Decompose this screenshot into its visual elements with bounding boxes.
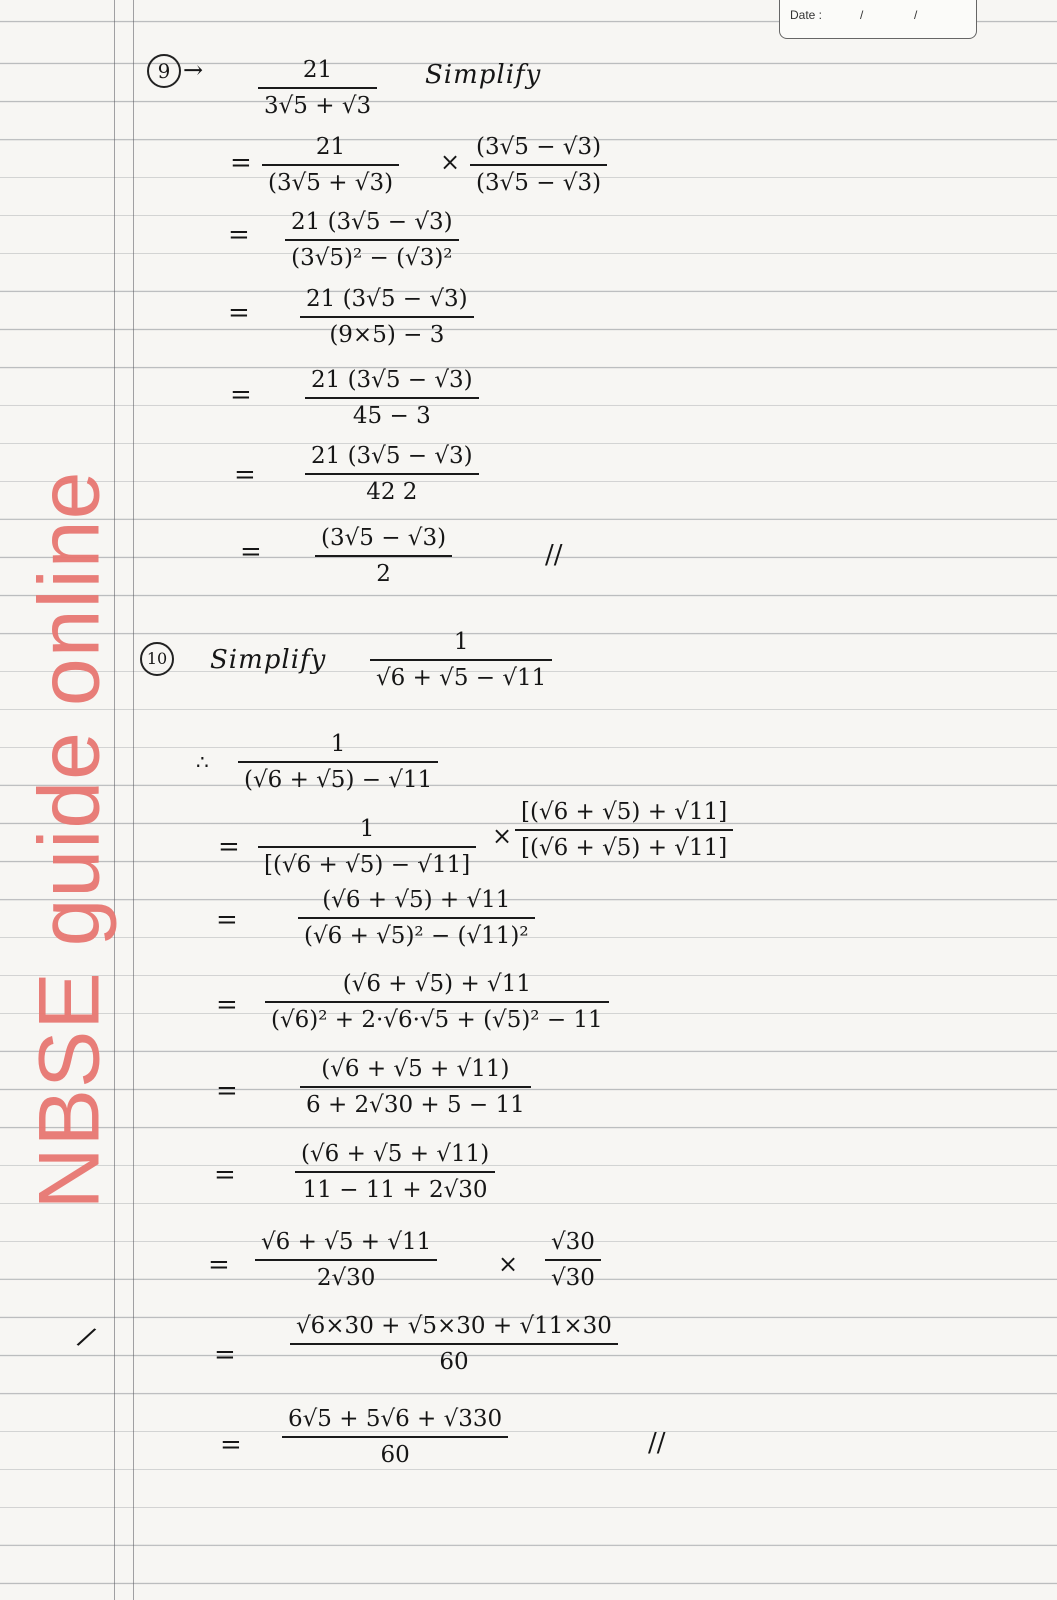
fraction-numerator: 21 (3√5 − √3)	[311, 367, 473, 393]
fraction-numerator: [(√6 + √5) + √11]	[521, 799, 728, 825]
date-separator-2: /	[914, 8, 918, 22]
step-fraction	[295, 1140, 495, 1204]
fraction-numerator: 21 (3√5 − √3)	[291, 209, 453, 235]
fraction-bar	[315, 555, 452, 557]
step-fraction	[290, 1312, 618, 1376]
fraction-numerator: √6 + √5 + √11	[261, 1229, 432, 1255]
fraction-numerator: 21 (3√5 − √3)	[311, 443, 473, 469]
fraction-bar	[545, 1259, 601, 1261]
equals-sign: =	[216, 905, 238, 935]
fraction-denominator: (3√5 + √3)	[268, 170, 394, 196]
equals-sign: =	[208, 1250, 230, 1280]
final-answer-fraction	[282, 1405, 508, 1469]
fraction-numerator: √6×30 + √5×30 + √11×30	[296, 1313, 612, 1339]
fraction-numerator: (√6 + √5) + √11	[342, 971, 531, 997]
equals-sign: =	[216, 1076, 238, 1106]
fraction-bar	[258, 846, 476, 848]
fraction-bar	[370, 659, 552, 661]
end-mark: //	[545, 540, 563, 570]
step-fraction	[298, 886, 535, 950]
fraction-denominator: 60	[439, 1349, 469, 1375]
fraction-denominator: (√6 + √5)² − (√11)²	[304, 923, 529, 949]
end-mark: //	[648, 1428, 666, 1458]
fraction-numerator: √30	[551, 1229, 595, 1255]
fraction-numerator: 21 (3√5 − √3)	[306, 286, 468, 312]
fraction-numerator: (3√5 − √3)	[321, 525, 447, 551]
fraction-numerator: 21	[302, 57, 333, 83]
fraction-denominator: 3√5 + √3	[264, 93, 372, 119]
final-answer-fraction	[315, 524, 452, 588]
fraction-denominator: (3√5)² − (√3)²	[291, 245, 453, 271]
fraction-numerator: 6√5 + 5√6 + √330	[288, 1406, 503, 1432]
fraction-bar	[285, 239, 459, 241]
fraction-denominator: 11 − 11 + 2√30	[302, 1177, 488, 1203]
fraction-denominator: 45 − 3	[352, 403, 431, 429]
fraction-bar	[282, 1436, 508, 1438]
fraction-numerator: 21	[315, 134, 346, 160]
date-separator-1: /	[860, 8, 864, 22]
fraction-bar	[265, 1001, 609, 1003]
fraction-denominator: 42 2	[366, 479, 418, 505]
therefore-sign: ∴	[196, 750, 209, 774]
fraction-numerator: 1	[330, 731, 346, 757]
equals-sign: =	[230, 380, 252, 410]
step-fraction	[300, 285, 474, 349]
check-mark: /	[74, 1319, 100, 1354]
fraction-bar	[290, 1343, 618, 1345]
fraction-denominator: 6 + 2√30 + 5 − 11	[306, 1092, 525, 1118]
fraction-denominator: 60	[380, 1442, 410, 1468]
fraction-numerator: 1	[359, 816, 375, 842]
equals-sign: =	[220, 1430, 242, 1460]
fraction-denominator: √6 + √5 − √11	[376, 665, 547, 691]
fraction-numerator: (3√5 − √3)	[476, 134, 602, 160]
date-box	[779, 0, 977, 39]
step-fraction	[305, 442, 479, 506]
fraction-denominator: 2√30	[316, 1265, 376, 1291]
fraction-bar	[255, 1259, 437, 1261]
fraction-bar	[258, 87, 377, 89]
fraction-bar	[470, 164, 607, 166]
fraction-denominator: [(√6 + √5) − √11]	[264, 852, 471, 878]
problem-9-instruction: Simplify	[425, 60, 542, 90]
step-fraction	[285, 208, 459, 272]
fraction-denominator: √30	[551, 1265, 595, 1291]
problem-9-question	[258, 56, 377, 120]
fraction-denominator: (3√5 − √3)	[476, 170, 602, 196]
fraction-denominator: (√6)² + 2·√6·√5 + (√5)² − 11	[271, 1007, 603, 1033]
step-fraction	[255, 1228, 437, 1292]
problem-10-number: 10	[140, 642, 174, 676]
fraction-numerator: 1	[453, 629, 469, 655]
step-fraction	[300, 1055, 531, 1119]
fraction-bar	[305, 473, 479, 475]
problem-9-arrow: →	[183, 56, 204, 84]
step-fraction	[265, 970, 609, 1034]
equals-sign: =	[216, 990, 238, 1020]
equals-sign: =	[228, 220, 250, 250]
step-fraction	[262, 133, 399, 197]
equals-sign: =	[240, 537, 262, 567]
step-fraction	[305, 366, 479, 430]
rationalizing-factor	[470, 133, 607, 197]
fraction-numerator: (√6 + √5) + √11	[322, 887, 511, 913]
fraction-denominator: (9×5) − 3	[329, 322, 445, 348]
left-margin-line-2	[133, 0, 134, 1600]
fraction-bar	[298, 917, 535, 919]
fraction-bar	[515, 829, 733, 831]
fraction-bar	[238, 761, 438, 763]
date-label: Date :	[790, 8, 823, 22]
step-fraction	[238, 730, 438, 794]
fraction-denominator: (√6 + √5) − √11	[244, 767, 433, 793]
fraction-bar	[300, 316, 474, 318]
problem-10-instruction: Simplify	[210, 645, 327, 675]
fraction-denominator: [(√6 + √5) + √11]	[521, 835, 728, 861]
step-fraction	[258, 815, 476, 879]
problem-9-number: 9	[147, 54, 181, 88]
multiply-sign: ×	[498, 1250, 519, 1278]
equals-sign: =	[214, 1340, 236, 1370]
fraction-bar	[295, 1171, 495, 1173]
rationalizing-factor	[545, 1228, 601, 1292]
fraction-bar	[305, 397, 479, 399]
equals-sign: =	[214, 1160, 236, 1190]
equals-sign: =	[234, 460, 256, 490]
equals-sign: =	[230, 148, 252, 178]
multiply-sign: ×	[492, 822, 513, 850]
multiply-sign: ×	[440, 148, 461, 176]
equals-sign: =	[218, 832, 240, 862]
fraction-numerator: (√6 + √5 + √11)	[301, 1141, 490, 1167]
fraction-denominator: 2	[376, 561, 391, 587]
watermark: NBSE guide online	[21, 470, 118, 1210]
fraction-numerator: (√6 + √5 + √11)	[321, 1056, 510, 1082]
fraction-bar	[300, 1086, 531, 1088]
problem-10-question	[370, 628, 552, 692]
rationalizing-factor	[515, 798, 733, 862]
fraction-bar	[262, 164, 399, 166]
equals-sign: =	[228, 298, 250, 328]
